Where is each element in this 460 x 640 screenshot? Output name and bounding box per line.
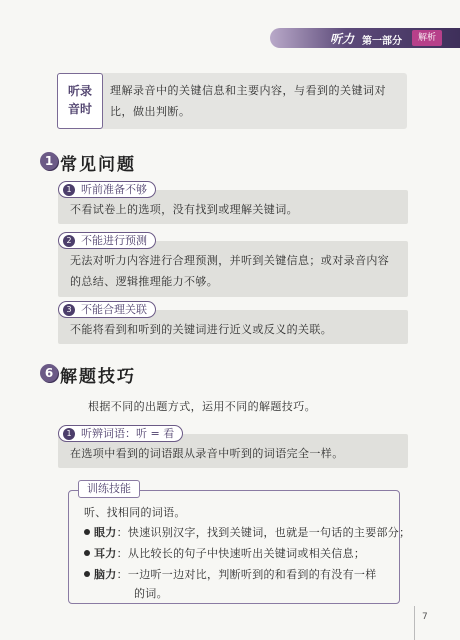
section1-number: 1: [40, 152, 58, 170]
section1-item1-label: [58, 181, 156, 198]
section1-item2-label: [58, 232, 156, 249]
header-title: 听力: [330, 32, 355, 46]
intro-label: [57, 73, 103, 129]
skill-text: ：一边听一边对比，判断听到的和看到的有没有一样: [116, 568, 377, 581]
skill-item-ear: [84, 545, 365, 561]
bullet-icon: [84, 571, 90, 577]
item-number: 1: [63, 184, 75, 196]
page-number: 7: [422, 612, 428, 622]
skill-text: ：快速识别汉字，找到关键词，也就是一句话的主要部分；: [116, 526, 411, 539]
section2-intro: 根据不同的出题方式，运用不同的解题技巧。: [88, 400, 316, 413]
bullet-icon: [84, 529, 90, 535]
section1-item3-label: [58, 301, 156, 318]
skill-item-brain-continuation: 的词。: [134, 587, 168, 600]
intro-text: 理解录音中的关键信息和主要内容，与看到的关键词对比，做出判断。: [110, 84, 386, 118]
item-label-text: 不能进行预测: [81, 234, 147, 247]
skill-item-eye: [84, 524, 410, 540]
section2-item1-label: [58, 425, 183, 442]
section1-item3-text: 不能将看到和听到的关键词进行近义或反义的关联。: [70, 323, 333, 336]
section1-item2-box: [58, 241, 408, 297]
section2-number: 6: [40, 364, 58, 382]
skill-term: 耳力: [94, 547, 117, 560]
section1-item2-text: 无法对听力内容进行合理预测，并听到关键信息；或对录音内容的总结、逻辑推理能力不够。: [70, 254, 390, 288]
section2-item1-text: 在选项中看到的词语跟从录音中听到的词语完全一样。: [70, 447, 344, 460]
item-number: 3: [63, 304, 75, 316]
skills-intro: 听、找相同的词语。: [84, 506, 186, 519]
skill-term: 脑力: [94, 568, 117, 581]
header-badge: 解析: [412, 30, 442, 46]
skill-text: ：从比较长的句子中快速听出关键词或相关信息；: [116, 547, 366, 560]
intro-label-line2: 音时: [67, 102, 92, 116]
item-number: 2: [63, 235, 75, 247]
section1-item1-text: 不看试卷上的选项，没有找到或理解关键词。: [70, 203, 298, 216]
skill-term: 眼力: [94, 526, 117, 539]
intro-label-line1: 听录: [67, 84, 92, 98]
page-rule: [414, 606, 415, 640]
item-label-text: 听前准备不够: [81, 183, 147, 196]
item-label-text: 不能合理关联: [81, 303, 147, 316]
item-label-text: 听辨词语：听 = 看: [81, 427, 175, 440]
header-part: 第一部分: [362, 36, 402, 47]
section1-title: 常见问题: [60, 155, 136, 175]
skills-tab: 训练技能: [78, 480, 140, 498]
bullet-icon: [84, 550, 90, 556]
section2-title: 解题技巧: [60, 367, 136, 387]
skill-item-brain: [84, 566, 377, 582]
item-number: 1: [63, 428, 75, 440]
